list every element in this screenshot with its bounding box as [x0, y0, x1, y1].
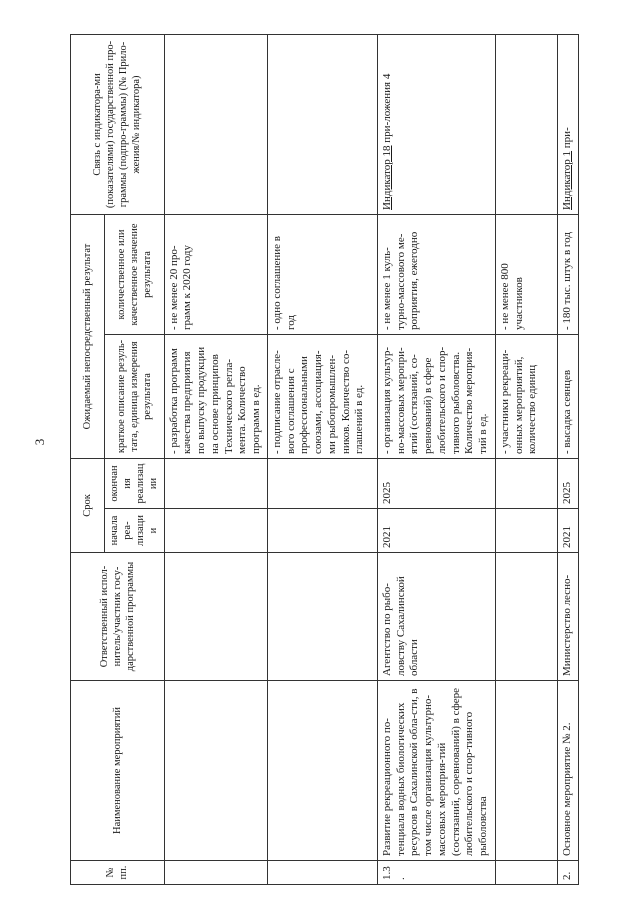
cell-responsible: Министерство лесно- — [557, 553, 578, 681]
table-row — [377, 34, 495, 884]
cell-start: 2021 — [377, 509, 495, 553]
cell-start — [267, 509, 377, 553]
cell-responsible: Агентство по рыбо-ловству Сахалинской области — [377, 553, 495, 681]
header-link: Связь с индикатора-ми (показателями) государственной про-граммы (подпро-граммы) (№ Прило-жения/№ индикатора) — [71, 34, 165, 214]
table-row — [164, 34, 267, 884]
cell-name: Развитие рекреационного по-тенциала водных биологических ресурсов в Сахалинской обла-сти, в том числе организация культурно-массовых мероприя-тий (состязаний, соревнований) в сфере любительского и спор-тивного рыболовства — [377, 681, 495, 861]
indicator-link[interactable]: Индикатор 1 — [560, 150, 573, 210]
cell-desc: - участники рекреаци-онных мероприятий, количество единиц — [495, 334, 557, 458]
header-result: Ожидаемый непосредственный результат — [71, 214, 105, 458]
table-row — [495, 34, 557, 884]
cell-name: Основное мероприятие № 2. — [557, 681, 578, 861]
cell-start — [164, 509, 267, 553]
cell-end: 2025 — [377, 458, 495, 508]
cell-link: Индикатор 18 при-ложения 4 — [377, 34, 495, 214]
cell-desc: - разработка программ качества предприятия по выпуску продукции на основе принципов Технического регла-мента. Количество программ в ед. — [164, 334, 267, 458]
cell-desc: - организация культур-но-массовых меропри-ятий (состязаний, со-ревнований) в сфере любительского и спор-тивного рыболовства. Количество мероприя-тий в ед. — [377, 334, 495, 458]
header-result-desc: краткое описание резуль-тата, единица измерения результата — [105, 334, 165, 458]
cell-value: - не менее 20 про-грамм к 2020 году — [164, 214, 267, 334]
cell-link — [267, 34, 377, 214]
activities-table — [70, 34, 579, 885]
page-number: 3 — [32, 438, 47, 446]
cell-responsible — [495, 553, 557, 681]
cell-end — [164, 458, 267, 508]
cell-link: Индикатор 1 при- — [557, 34, 578, 214]
cell-num — [164, 861, 267, 885]
cell-num: 2. — [557, 861, 578, 885]
cell-num — [267, 861, 377, 885]
header-name: Наименование мероприятий — [71, 681, 165, 861]
cell-end: 2025 — [557, 458, 578, 508]
header-term-end: окончания реализации — [105, 458, 165, 508]
cell-name — [267, 681, 377, 861]
cell-name — [495, 681, 557, 861]
cell-desc: - подписание отрасле-вого соглашения с профессиональными союзами, ассоциация-ми рыбопромышлен-ников. Количество со-глашений в ед. — [267, 334, 377, 458]
cell-responsible — [164, 553, 267, 681]
header-num: № пп. — [71, 861, 165, 885]
indicator-link[interactable]: Индикатор 18 — [380, 145, 393, 210]
cell-value: - не менее 800 участников — [495, 214, 557, 334]
table-row — [557, 34, 578, 884]
table-row — [267, 34, 377, 884]
rotated-page-container — [70, 35, 573, 885]
cell-start — [495, 509, 557, 553]
cell-value: - 180 тыс. штук в год — [557, 214, 578, 334]
header-responsible: Ответственный испол-нитель/участник госу-дарственной программы — [71, 553, 165, 681]
cell-name — [164, 681, 267, 861]
cell-num: 1.3. — [377, 861, 495, 885]
header-term: Срок — [71, 458, 105, 552]
document-body — [70, 35, 573, 885]
cell-link — [164, 34, 267, 214]
cell-link — [495, 34, 557, 214]
table-header — [71, 34, 165, 884]
cell-value: - одно соглашение в год — [267, 214, 377, 334]
cell-responsible — [267, 553, 377, 681]
cell-end — [267, 458, 377, 508]
cell-end — [495, 458, 557, 508]
cell-value: - не менее 1 куль-турно-массового ме-роприятия, ежегодно — [377, 214, 495, 334]
header-term-start: начала реа-лизации — [105, 509, 165, 553]
cell-num — [495, 861, 557, 885]
cell-desc: - высадка сеянцев — [557, 334, 578, 458]
cell-start: 2021 — [557, 509, 578, 553]
header-result-value: количественное или качественное значение результата — [105, 214, 165, 334]
